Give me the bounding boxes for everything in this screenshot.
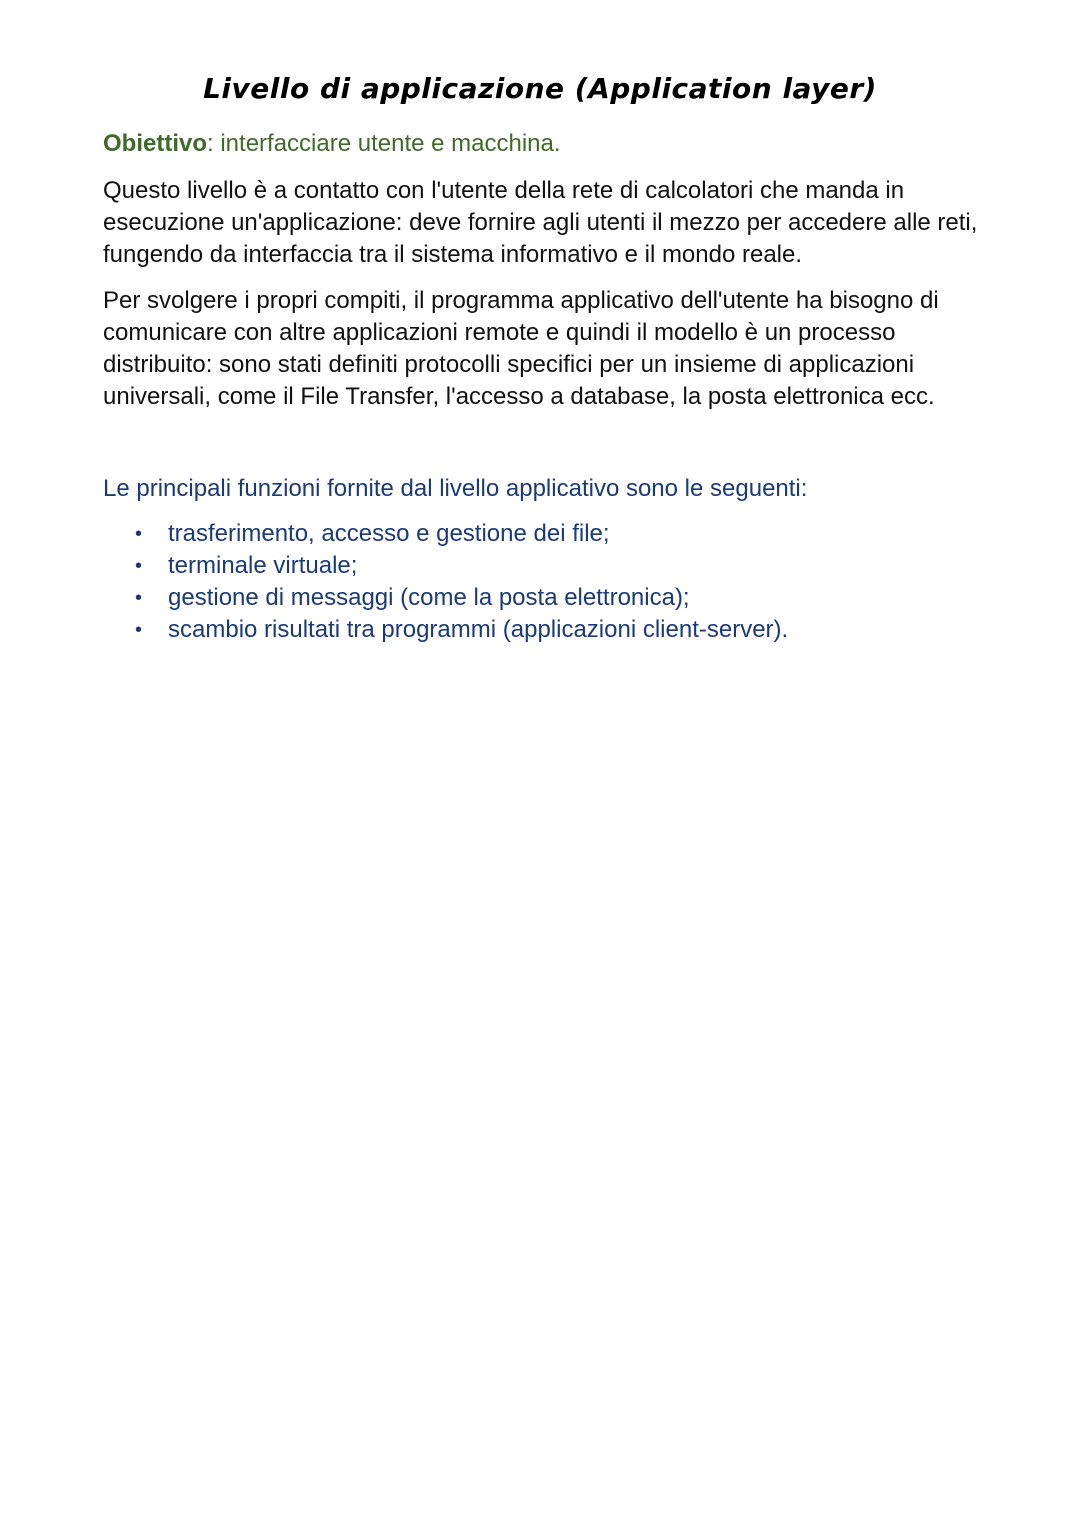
objective-label: Obiettivo — [103, 130, 208, 157]
list-item — [103, 550, 788, 582]
list-item-text: scambio risultati tra programmi (applicazioni client-server). — [168, 616, 789, 643]
list-item — [103, 518, 788, 550]
list-item — [103, 614, 788, 646]
functions-intro: Le principali funzioni fornite dal livello applicativo sono le seguenti: — [103, 475, 808, 502]
list-item-text: gestione di messaggi (come la posta elettronica); — [168, 584, 690, 611]
bullet-icon: • — [135, 587, 143, 609]
bullet-icon: • — [135, 555, 143, 577]
list-item — [103, 582, 788, 614]
bullet-icon: • — [135, 619, 143, 641]
objective-line — [103, 128, 561, 160]
paragraph-details: Per svolgere i propri compiti, il programma applicativo dell'utente ha bisogno di comunicare con altre applicazioni remote e quindi il modello è un processo distribuito: sono stati definiti protocolli specifici per un insieme di applicazioni universali, come il File Transfer, l'accesso a database, la posta elettronica ecc. — [103, 287, 939, 410]
bullet-icon: • — [135, 523, 143, 545]
objective-text: : interfacciare utente e macchina. — [207, 130, 561, 157]
paragraph-intro: Questo livello è a contatto con l'utente della rete di calcolatori che manda in esecuzione un'applicazione: deve fornire agli utenti il mezzo per accedere alle reti, fungendo da interfaccia tra il sistema informativo e il mondo reale. — [103, 177, 978, 268]
list-item-text: terminale virtuale; — [168, 552, 358, 579]
functions-list — [103, 518, 788, 646]
page-title: Livello di applicazione (Application layer) — [203, 72, 877, 105]
list-item-text: trasferimento, accesso e gestione dei file; — [168, 520, 610, 547]
